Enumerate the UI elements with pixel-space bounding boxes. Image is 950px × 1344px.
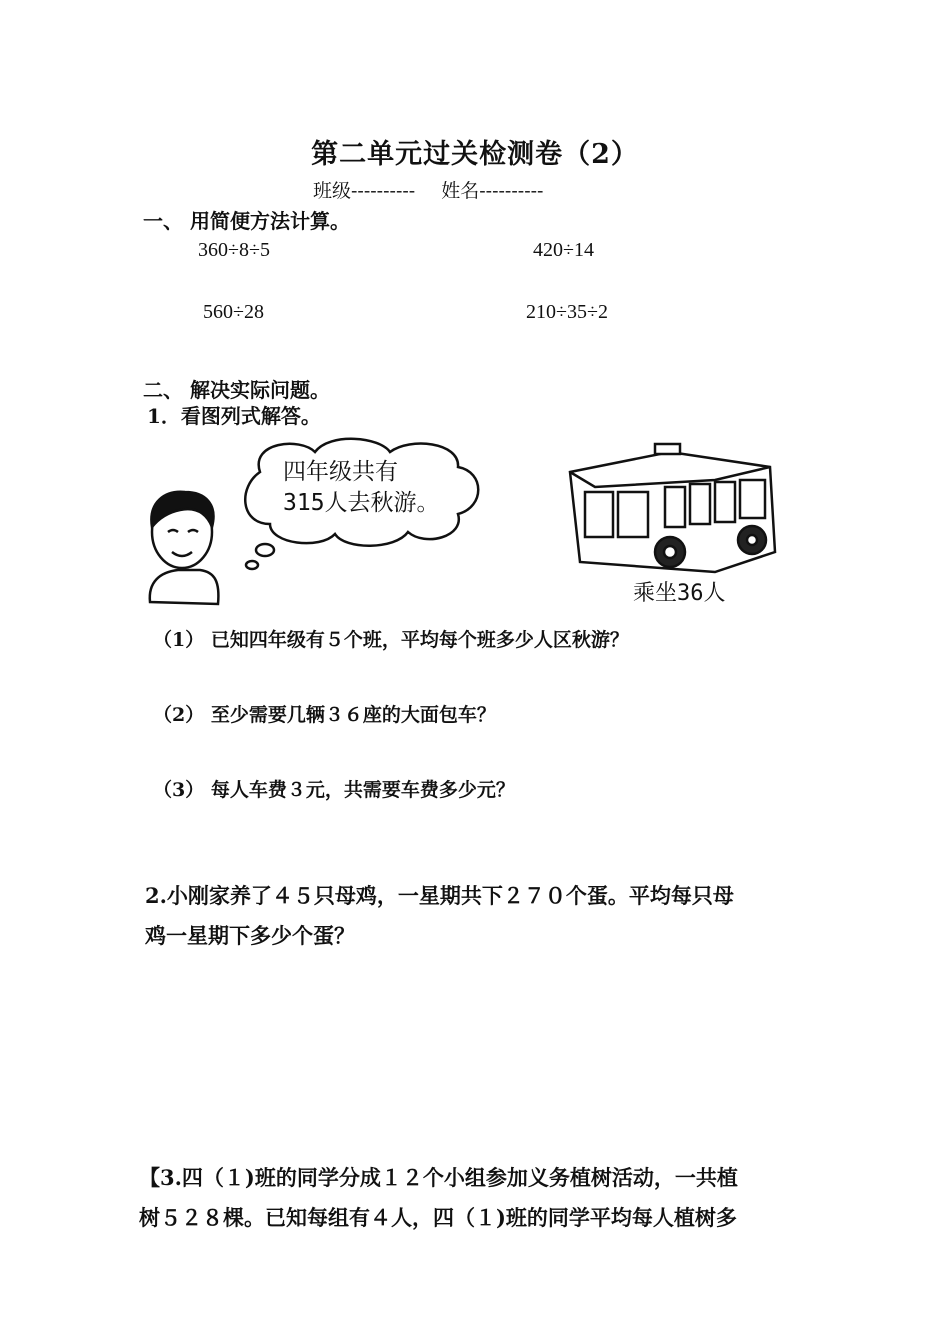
problem-4: 210÷35÷2 (526, 301, 608, 323)
problem-1: 360÷8÷5 (198, 239, 270, 261)
bus-icon (570, 444, 775, 572)
boy-icon (150, 492, 219, 604)
section2-heading: 二、 解决实际问题。 (143, 378, 330, 402)
question-3: （3） 每人车费３元，共需要车费多少元？ (153, 779, 515, 801)
bubble-line-2: 315人去秋游。 (283, 490, 440, 516)
illustration-boy-bus (140, 432, 810, 612)
student-info (313, 176, 563, 203)
sub1-heading: 1．看图列式解答。 (147, 404, 321, 428)
problem2-line2: 鸡一星期下多少个蛋？ (145, 923, 355, 948)
problem3-line2: 树５２８棵。已知每组有４人，四（１)班的同学平均每人植树多 (139, 1205, 737, 1230)
bubble-line-1: 四年级共有 (283, 459, 398, 485)
name-field-label: 姓名---------- (441, 180, 544, 202)
bus-caption: 乘坐36人 (633, 581, 726, 606)
problem-3: 560÷28 (203, 301, 264, 323)
problem2-line1: 2.小刚家养了４５只母鸡，一星期共下２７０个蛋。平均每只母 (145, 883, 734, 908)
problem-2: 420÷14 (533, 239, 594, 261)
section1-heading: 一、 用简便方法计算。 (143, 209, 350, 233)
question-2: （2） 至少需要几辆３６座的大面包车？ (153, 704, 496, 726)
class-field-label: 班级---------- (313, 180, 416, 202)
page-title: 第二单元过关检测卷（2） (311, 139, 639, 170)
question-1: （1） 已知四年级有５个班，平均每个班多少人区秋游？ (153, 629, 629, 651)
problem3-line1: 【3.四（１)班的同学分成１２个小组参加义务植树活动，一共植 (139, 1165, 738, 1190)
